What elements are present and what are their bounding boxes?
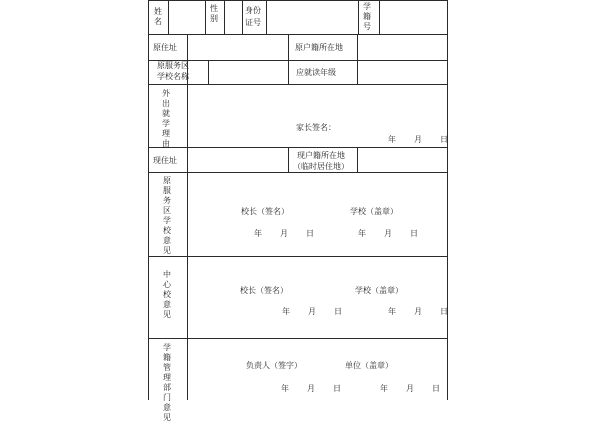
grid-line-row6 bbox=[148, 256, 448, 257]
origin-hukou-label: 原户籍所在地 bbox=[295, 43, 343, 52]
registry-person-date: 年 月 日 bbox=[281, 384, 346, 393]
grid-line-r1a bbox=[168, 0, 169, 34]
origin-school-seal-date: 年 月 日 bbox=[358, 229, 423, 238]
grid-line-r3a bbox=[208, 60, 209, 84]
grid-line-r2a bbox=[288, 34, 289, 84]
center-school-seal: 学校（盖章） bbox=[355, 286, 403, 295]
grade-label: 应就读年级 bbox=[296, 68, 336, 77]
origin-school-seal: 学校（盖章） bbox=[350, 207, 398, 216]
parent-sign-label: 家长签名： bbox=[296, 123, 336, 132]
reason-date: 年 月 日 bbox=[388, 135, 453, 144]
gender-label: 性别 bbox=[210, 4, 218, 23]
grid-line-row3 bbox=[148, 84, 448, 85]
current-hukou-label-line2: （临时居住地） bbox=[293, 162, 349, 171]
grid-line-label-col bbox=[187, 34, 188, 400]
origin-school-principal-sign: 校长（签名） bbox=[241, 207, 289, 216]
reason-label: 外出就学理由 bbox=[162, 89, 170, 148]
registry-person-sign: 负责人（签字） bbox=[246, 361, 302, 370]
center-school-seal-date: 年 月 日 bbox=[388, 307, 453, 316]
grid-line-r2b bbox=[357, 34, 358, 84]
name-label: 姓名 bbox=[154, 7, 162, 26]
grid-line-r5a bbox=[288, 147, 289, 172]
grid-line-row4 bbox=[148, 147, 448, 148]
grid-line-r5b bbox=[357, 147, 358, 172]
grid-line-r1d bbox=[242, 0, 243, 34]
grid-line-right bbox=[447, 0, 448, 400]
id-number-label: 身份证号 bbox=[245, 6, 261, 27]
origin-address-label: 原住址 bbox=[153, 43, 177, 52]
center-school-opinion-label: 中心校意见 bbox=[163, 270, 171, 319]
center-school-principal-sign: 校长（签名） bbox=[240, 286, 288, 295]
grid-line-r1g bbox=[379, 0, 380, 34]
center-school-principal-date: 年 月 日 bbox=[282, 307, 347, 316]
grid-line-row7 bbox=[148, 338, 448, 339]
grid-line-r1c bbox=[224, 0, 225, 34]
registry-unit-date: 年 月 日 bbox=[380, 384, 445, 393]
grid-line-row1 bbox=[148, 34, 448, 35]
grid-line-row2 bbox=[148, 60, 448, 61]
current-address-label: 现住址 bbox=[153, 156, 177, 165]
grid-line-left bbox=[148, 0, 149, 400]
student-number-label: 学籍号 bbox=[363, 2, 371, 31]
registry-dept-opinion-label: 学籍管理部门意见 bbox=[163, 343, 171, 422]
registry-unit-seal: 单位（盖章） bbox=[345, 361, 393, 370]
grid-line-top bbox=[148, 0, 448, 1]
grid-line-row5 bbox=[148, 172, 448, 173]
grid-line-r1b bbox=[205, 0, 206, 34]
origin-school-label-line2: 学校名称 bbox=[157, 72, 189, 81]
origin-school-label-line1: 原服务区 bbox=[157, 61, 189, 70]
origin-school-opinion-label: 原服务区学校意见 bbox=[163, 176, 171, 255]
current-hukou-label-line1: 现户籍所在地 bbox=[297, 151, 345, 160]
grid-line-r1f bbox=[358, 0, 359, 34]
grid-line-r1e bbox=[266, 0, 267, 34]
origin-school-principal-date: 年 月 日 bbox=[254, 229, 319, 238]
